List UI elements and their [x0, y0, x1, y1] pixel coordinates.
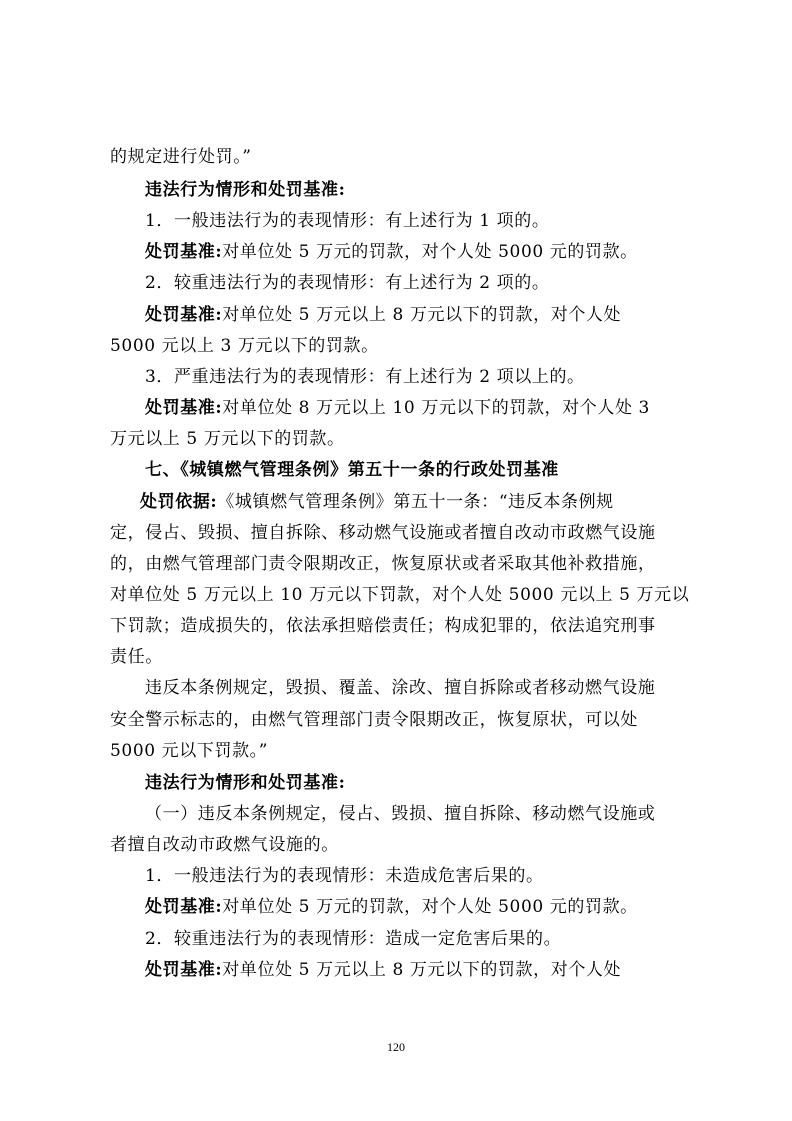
line-bold-text: 处罚基准: — [145, 398, 223, 418]
text-line — [110, 147, 690, 169]
line-bold-text: 违法行为情形和处罚基准: — [145, 180, 346, 200]
line-text: （一）违反本条例规定，侵占、毁损、擅自拆除、移动燃气设施或 — [145, 804, 656, 824]
line-text: 的规定进行处罚。” — [110, 147, 252, 167]
line-text: 对单位处 5 万元以上 8 万元以下的罚款，对个人处 — [222, 305, 622, 325]
text-line — [145, 804, 690, 826]
line-text: 2．较重违法行为的表现情形：造成一定危害后果的。 — [145, 929, 562, 949]
line-text: 对单位处 5 万元以上 8 万元以下的罚款，对个人处 — [222, 960, 622, 980]
line-text: 2．较重违法行为的表现情形：有上述行为 2 项的。 — [145, 273, 550, 293]
line-text: 对单位处 8 万元以上 10 万元以下的罚款，对个人处 3 — [222, 398, 650, 418]
line-bold-text: 违法行为情形和处罚基准: — [145, 773, 346, 793]
line-text: 对单位处 5 万元以上 10 万元以下罚款，对个人处 5000 元以上 5 万元以 — [110, 585, 690, 605]
line-text: 5000 元以下罚款。” — [110, 741, 269, 761]
text-line — [145, 305, 690, 327]
line-text: 安全警示标志的，由燃气管理部门责令限期改正，恢复原状，可以处 — [110, 710, 638, 730]
text-line — [145, 960, 690, 982]
text-line — [110, 741, 690, 763]
line-text: 5000 元以上 3 万元以下的罚款。 — [110, 336, 379, 356]
text-line — [110, 585, 690, 607]
text-line — [110, 616, 690, 638]
line-text: 对单位处 5 万元的罚款，对个人处 5000 元的罚款。 — [222, 242, 638, 262]
line-text: 定，侵占、毁损、擅自拆除、移动燃气设施或者擅自改动市政燃气设施 — [110, 523, 656, 543]
text-line — [145, 242, 690, 264]
text-line — [110, 710, 690, 732]
section-heading — [145, 773, 690, 795]
text-line — [110, 554, 690, 576]
text-line — [145, 897, 690, 919]
line-text: 对单位处 5 万元的罚款，对个人处 5000 元的罚款。 — [222, 897, 638, 917]
line-text: 1．一般违法行为的表现情形：有上述行为 1 项的。 — [145, 211, 550, 231]
line-bold-text: 七、《城镇燃气管理条例》第五十一条的行政处罚基准 — [145, 460, 559, 480]
line-text: 下罚款；造成损失的，依法承担赔偿责任；构成犯罪的，依法追究刑事 — [110, 616, 656, 636]
text-line — [145, 273, 690, 295]
text-line — [145, 398, 690, 420]
line-text: 《城镇燃气管理条例》第五十一条：“违反本条例规 — [217, 492, 614, 512]
text-line — [110, 523, 690, 545]
line-bold-text: 处罚基准: — [145, 305, 223, 325]
line-bold-text: 处罚依据: — [140, 492, 218, 512]
text-line — [145, 367, 690, 389]
line-text: 万元以上 5 万元以下的罚款。 — [110, 429, 345, 449]
text-line — [110, 429, 690, 451]
line-text: 1．一般违法行为的表现情形：未造成危害后果的。 — [145, 866, 544, 886]
text-line — [145, 929, 690, 951]
text-line — [145, 866, 690, 888]
text-line — [110, 835, 690, 857]
article-heading — [145, 460, 690, 482]
line-bold-text: 处罚基准: — [145, 897, 223, 917]
text-line — [110, 647, 690, 669]
line-text: 违反本条例规定，毁损、覆盖、涂改、擅自拆除或者移动燃气设施 — [145, 678, 656, 698]
line-text: 责任。 — [110, 647, 163, 667]
section-heading — [145, 180, 690, 202]
line-bold-text: 处罚基准: — [145, 242, 223, 262]
text-line — [145, 211, 690, 233]
text-line — [145, 678, 690, 700]
text-line — [110, 336, 690, 358]
line-text: 3．严重违法行为的表现情形：有上述行为 2 项以上的。 — [145, 367, 585, 387]
line-text: 者擅自改动市政燃气设施的。 — [110, 835, 339, 855]
page-number: 120 — [387, 1040, 405, 1054]
text-line — [140, 492, 690, 514]
line-text: 的，由燃气管理部门责令限期改正，恢复原状或者采取其他补救措施， — [110, 554, 656, 574]
line-bold-text: 处罚基准: — [145, 960, 223, 980]
